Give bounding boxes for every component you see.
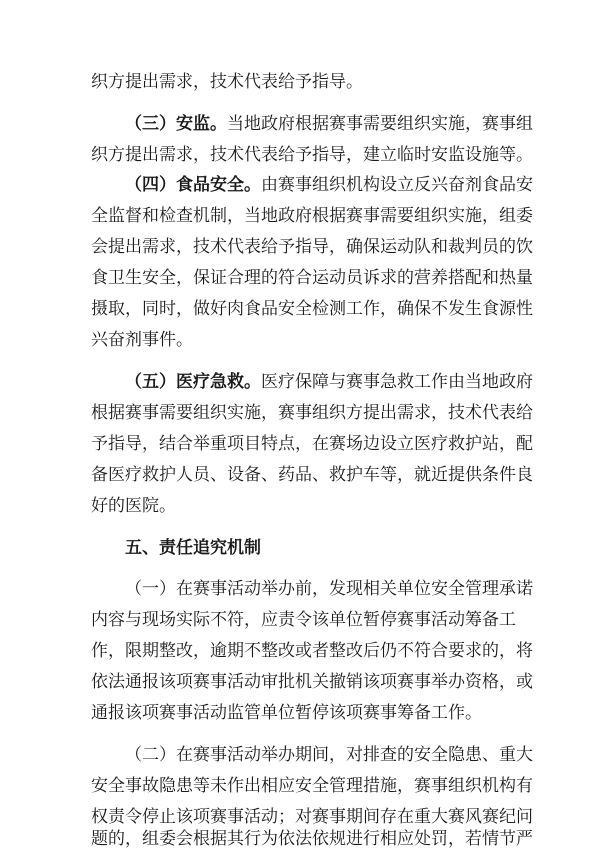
section-title: 五、责任追究机制: [125, 538, 261, 558]
text-line: 当地政府根据赛事需要组织实施，赛事组: [227, 114, 533, 134]
paragraph-lead: （三）安监。: [125, 114, 227, 134]
text-line: 权责令停止该项赛事活动；对赛事期间存在重大赛风赛纪问: [91, 807, 533, 827]
paragraph-lead: （四）食品安全。: [125, 175, 261, 195]
text-line: 医疗保障与赛事急救工作由当地政府: [261, 372, 533, 392]
text-line: 食卫生安全，保证合理的符合运动员诉求的营养搭配和热量: [91, 268, 533, 288]
text-line: 由赛事组织机构设立反兴奋剂食品安: [261, 175, 533, 195]
text-line: 织方提出需求，技术代表给予指导。: [91, 72, 363, 92]
text-line: 通报该项赛事活动监管单位暂停该项赛事筹备工作。: [91, 703, 482, 723]
text-line: 织方提出需求，技术代表给予指导，建立临时安监设施等。: [91, 145, 533, 165]
text-line: 兴奋剂事件。: [91, 330, 193, 350]
paragraph-medical-emergency: [125, 372, 533, 392]
paragraph-lead: （五）医疗急救。: [125, 372, 261, 392]
text-line: （二）在赛事活动举办期间，对排查的安全隐患、重大: [125, 745, 533, 765]
text-line: 好的医院。: [91, 496, 176, 516]
paragraph-food-safety: [125, 175, 533, 195]
paragraph-continuation-line: [91, 72, 363, 92]
text-line: 予指导，结合举重项目特点，在赛场边设立医疗救护站，配: [91, 434, 533, 454]
text-line: 内容与现场实际不符，应责令该单位暂停赛事活动筹备工: [91, 610, 516, 630]
text-line: （一）在赛事活动举办前，发现相关单位安全管理承诺: [125, 579, 533, 599]
text-line: 依法通报该项赛事活动审批机关撤销该项赛事举办资格，或: [91, 672, 533, 692]
paragraph-safety-supervision: [125, 114, 533, 134]
text-line: 根据赛事需要组织实施，赛事组织方提出需求，技术代表给: [91, 403, 533, 423]
text-line: 题的，组委会根据其行为依法依规进行相应处罚，若情节严: [91, 829, 533, 849]
text-line: 备医疗救护人员、设备、药品、救护车等，就近提供条件良: [91, 465, 533, 485]
text-line: 作，限期整改，逾期不整改或者整改后仍不符合要求的，将: [91, 641, 533, 661]
text-line: 安全事故隐患等未作出相应安全管理措施，赛事组织机构有: [91, 776, 533, 796]
text-line: 全监督和检查机制，当地政府根据赛事需要组织实施，组委: [91, 206, 533, 226]
text-line: 摄取，同时，做好肉食品安全检测工作，确保不发生食源性: [91, 299, 533, 319]
text-line: 会提出需求，技术代表给予指导，确保运动队和裁判员的饮: [91, 237, 533, 257]
